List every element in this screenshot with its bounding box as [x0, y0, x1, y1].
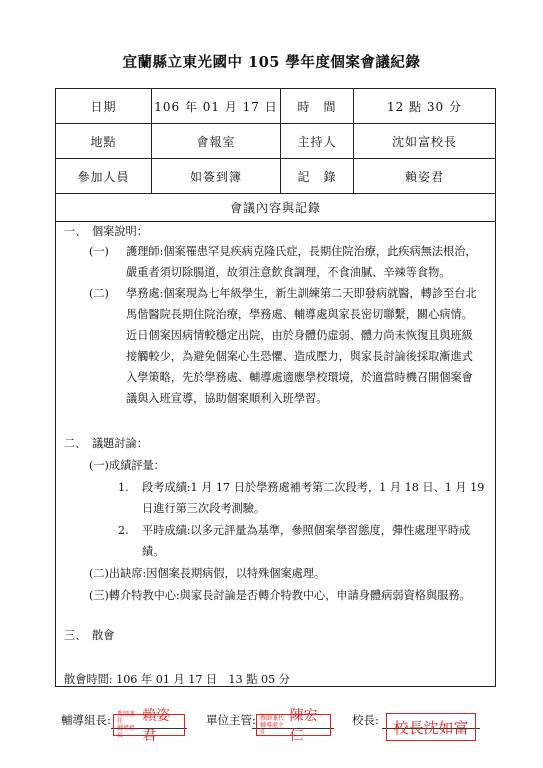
section-2-heading: 二、 議題討論： — [64, 437, 148, 450]
seal-director — [256, 708, 331, 744]
s2-item3: (三)轉介特教中心:與家長討論是否轉介特教中心，申請身體病弱資格與服務。 — [89, 589, 471, 602]
s1-item2-line3: 近日個案因病情較穩定出院，由於身體仍虛弱、體力尚未恢復且與班級 — [126, 329, 473, 342]
end-time: 散會時間: 106 年 01 月 17 日 13 點 05 分 — [64, 673, 290, 686]
s2-item2: (二)出缺席:因個案長期病假，以特殊個案處理。 — [89, 567, 326, 580]
seal-counselor — [113, 708, 185, 744]
s1-item2-line6: 議與入班宣導，協助個案順利入班學習。 — [126, 392, 328, 405]
value-place: 會報室 — [152, 124, 281, 158]
s2-sub1-line2: 日進行第三次段考測驗。 — [142, 502, 266, 515]
label-chair: 主持人 — [281, 124, 354, 158]
s1-item1-label: (一) — [89, 245, 109, 258]
s1-item2-label: (二) — [89, 287, 109, 300]
s1-item2-line5: 入學策略，先於學務處、輔導處適應學校環境，於適當時機召開個案會 — [126, 371, 473, 384]
s2-sub1-line1: 段考成績:1 月 17 日於學務處補考第二次段考，1 月 18 日、1 月 19 — [142, 481, 485, 494]
value-attendees: 如簽到簿 — [152, 159, 281, 193]
value-chair: 沈如富校長 — [391, 134, 457, 149]
s1-item2-line4: 接觸較少，為避免個案心生恐懼、造成壓力，與家長討論後採取漸進式 — [126, 350, 473, 363]
section-3-heading: 三、 散會 — [64, 629, 115, 642]
s2-sub1-num: 1. — [118, 481, 129, 494]
info-row-attendees — [56, 159, 495, 194]
s1-item2-line1: 學務處:個案現為七年級學生，新生訓練第二天即發病就醫，轉診至台北 — [126, 287, 477, 300]
seal-counselor-title — [117, 711, 139, 739]
page-title: 宜蘭縣立東光國中 105 學年度個案會議紀錄 — [122, 54, 421, 71]
minutes-table — [55, 88, 496, 687]
label-recorder: 記 錄 — [281, 159, 354, 193]
seal-counselor-name: 賴姿君 — [142, 708, 171, 744]
label-place: 地點 — [56, 124, 152, 158]
s1-item1-line2: 嚴重者須切除腸道，故須注意飲食調理，不食油膩、辛辣等食物。 — [126, 266, 451, 279]
info-row-date — [56, 89, 495, 124]
value-recorder: 賴姿君 — [404, 169, 444, 184]
footer-label-counselor: 輔導組長: — [61, 713, 111, 727]
value-date: 106 年 01 月 17 日 — [152, 89, 281, 123]
footer-label-principal: 校長: — [352, 713, 379, 727]
seal-principal-name: 校長沈如富 — [393, 718, 469, 737]
value-time: 12 點 30 分 — [387, 99, 462, 114]
s2-sub2-num: 2. — [118, 524, 129, 537]
s2-sub2-line2: 績。 — [142, 545, 165, 558]
label-attendees: 參加人員 — [56, 159, 152, 193]
section-1-heading: 一、 個案說明： — [64, 225, 148, 238]
s2-sub2-line1: 平時成績:以多元評量為基準，參照個案學習態度，彈性處理平時成 — [142, 524, 471, 537]
s2-item1-label: (一)成績評量： — [89, 459, 165, 472]
label-date: 日期 — [56, 89, 152, 123]
section-title: 會議內容與記錄 — [56, 194, 495, 222]
seal-counselor-title-2: 輔導組長 — [117, 725, 136, 739]
seal-director-title-1: 教師兼代 — [260, 714, 285, 722]
seal-counselor-title-1: 教師兼任 — [117, 711, 136, 725]
s1-item2-line2: 馬偕醫院長期住院治療，學務處、輔導處與家長密切聯繫，關心病情。 — [126, 308, 473, 321]
info-row-place — [56, 124, 495, 159]
seal-director-title-2: 輔導處主任 — [260, 721, 285, 736]
footer-label-director: 單位主管: — [206, 713, 256, 727]
seal-director-name: 陳宏仁 — [289, 708, 318, 744]
seal-principal — [386, 713, 476, 741]
s1-item1-line1: 護理師:個案罹患罕見疾病克隆氏症，長期住院治療，此疾病無法根治， — [126, 245, 477, 258]
seal-director-title — [260, 715, 287, 736]
label-time: 時 間 — [281, 89, 354, 123]
